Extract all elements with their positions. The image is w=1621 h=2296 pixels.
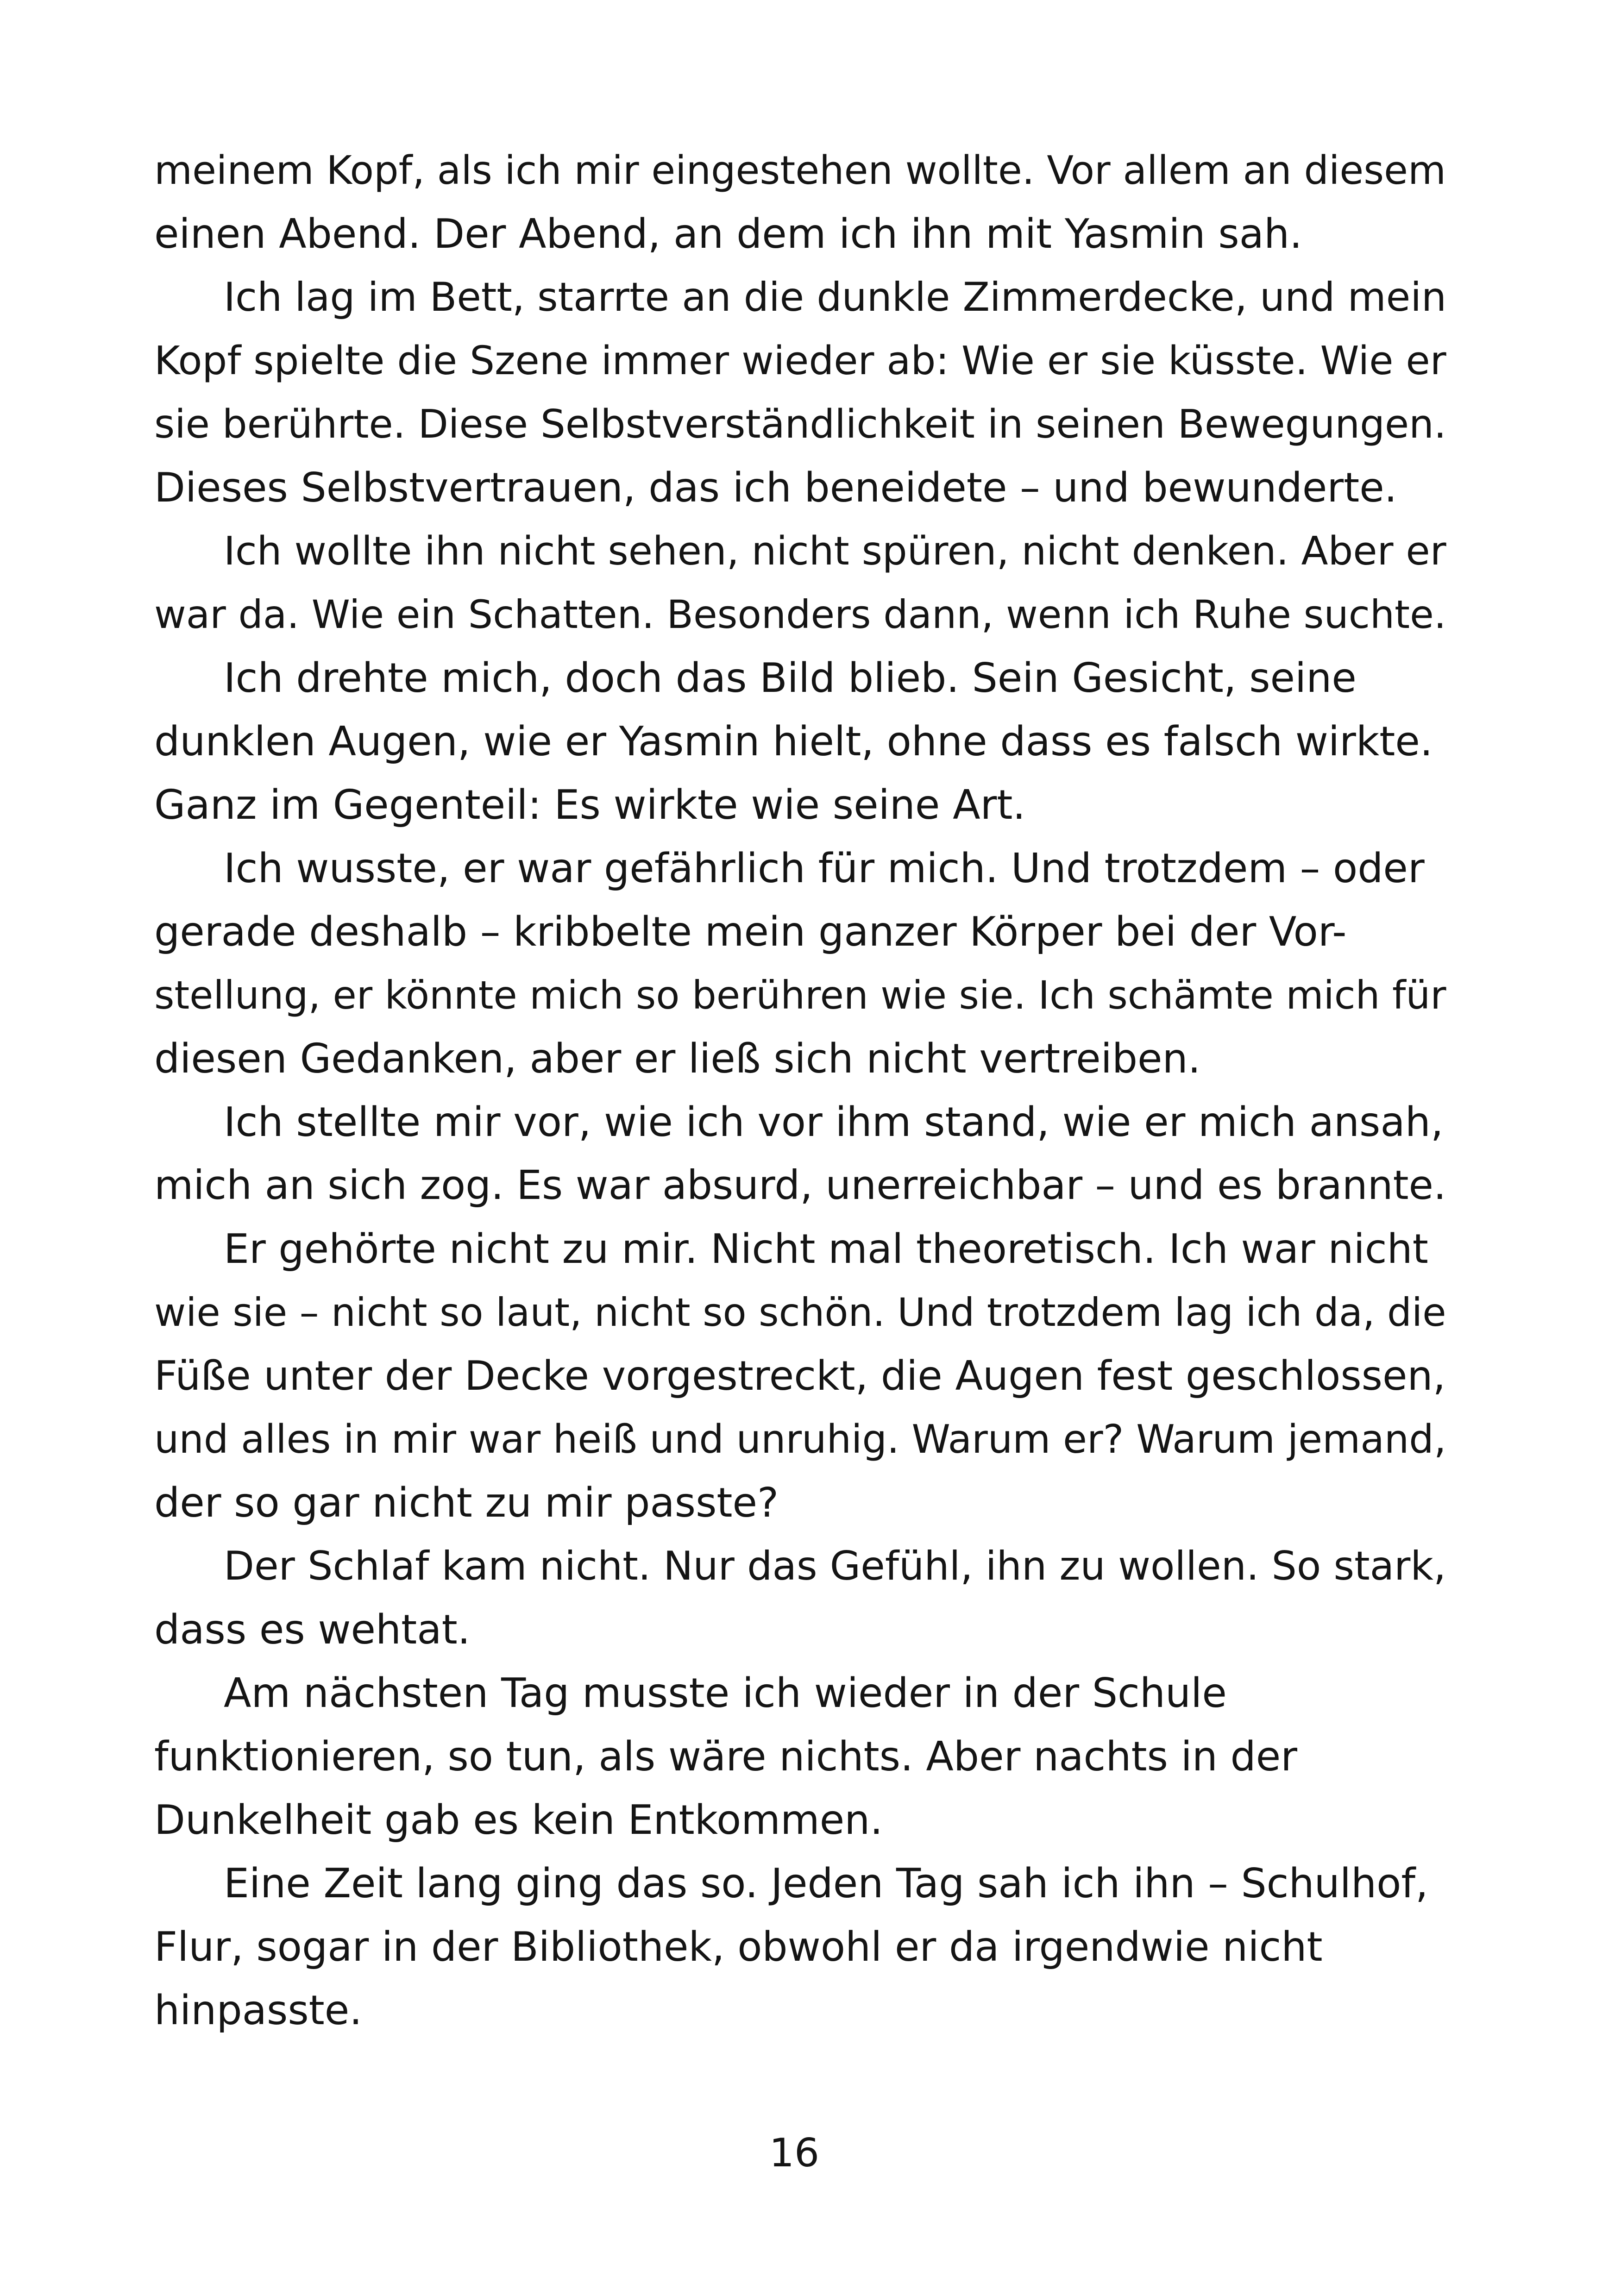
paragraph — [154, 139, 1446, 266]
text-line: meinem Kopf, als ich mir eingestehen wollte. Vor allem an diesem — [154, 148, 1446, 193]
text-line: stellung, er könnte mich so berühren wie sie. Ich schämte mich für — [154, 973, 1446, 1018]
text-line: Kopf spielte die Szene immer wieder ab: Wie er sie küsste. Wie er — [154, 338, 1446, 384]
paragraph — [154, 837, 1446, 1091]
paragraph — [154, 1217, 1446, 1535]
text-line: und alles in mir war heiß und unruhig. Warum er? Warum jemand, — [154, 1417, 1446, 1462]
text-line: Ich wusste, er war gefährlich für mich. Und trotzdem – oder — [224, 845, 1425, 892]
paragraph — [154, 1852, 1446, 2042]
paragraph — [154, 1535, 1446, 1662]
text-line: sie berührte. Diese Selbstverständlichkeit in seinen Bewegungen. — [154, 401, 1446, 447]
text-line: Flur, sogar in der Bibliothek, obwohl er da irgendwie nicht — [154, 1923, 1323, 1970]
text-line: dunklen Augen, wie er Yasmin hielt, ohne dass es falsch wirkte. — [154, 718, 1433, 765]
text-line: Er gehörte nicht zu mir. Nicht mal theoretisch. Ich war nicht — [224, 1225, 1428, 1273]
paragraph — [154, 646, 1446, 837]
text-line: diesen Gedanken, aber er ließ sich nicht vertreiben. — [154, 1035, 1201, 1082]
text-line: Ich drehte mich, doch das Bild blieb. Sein Gesicht, seine — [224, 654, 1357, 702]
page-number: 16 — [769, 2130, 820, 2176]
text-line: war da. Wie ein Schatten. Besonders dann, wenn ich Ruhe suchte. — [154, 592, 1446, 637]
text-line: Ganz im Gegenteil: Es wirkte wie seine Art. — [154, 781, 1026, 828]
text-line: Eine Zeit lang ging das so. Jeden Tag sah ich ihn – Schulhof, — [224, 1860, 1428, 1907]
text-line: funktionieren, so tun, als wäre nichts. Aber nachts in der — [154, 1733, 1298, 1780]
text-line: Dieses Selbstvertrauen, das ich beneidete – und bewunderte. — [154, 464, 1397, 511]
paragraph — [154, 520, 1446, 646]
text-line: Ich lag im Bett, starrte an die dunkle Zimmerdecke, und mein — [224, 275, 1447, 320]
text-line: der so gar nicht zu mir passte? — [154, 1479, 779, 1526]
text-line: einen Abend. Der Abend, an dem ich ihn mit Yasmin sah. — [154, 210, 1302, 257]
paragraph — [154, 266, 1446, 520]
text-line: wie sie – nicht so laut, nicht so schön. Und trotzdem lag ich da, die — [154, 1290, 1446, 1335]
text-line: Ich stellte mir vor, wie ich vor ihm stand, wie er mich ansah, — [224, 1098, 1444, 1146]
text-line: dass es wehtat. — [154, 1606, 471, 1653]
text-line: Dunkelheit gab es kein Entkommen. — [154, 1796, 883, 1844]
text-line: Am nächsten Tag musste ich wieder in der Schule — [224, 1669, 1227, 1717]
body-text — [154, 139, 1446, 2042]
text-line: gerade deshalb – kribbelte mein ganzer Körper bei der Vor- — [154, 908, 1347, 955]
text-line: hinpasste. — [154, 1987, 362, 2034]
paragraph — [154, 1662, 1446, 1852]
text-line: Füße unter der Decke vorgestreckt, die Augen fest geschlossen, — [154, 1352, 1446, 1399]
paragraph — [154, 1091, 1446, 1217]
text-line: Ich wollte ihn nicht sehen, nicht spüren, nicht denken. Aber er — [224, 528, 1446, 574]
text-line: mich an sich zog. Es war absurd, unerreichbar – und es brannte. — [154, 1162, 1446, 1209]
text-line: Der Schlaf kam nicht. Nur das Gefühl, ihn zu wollen. So stark, — [224, 1543, 1446, 1589]
